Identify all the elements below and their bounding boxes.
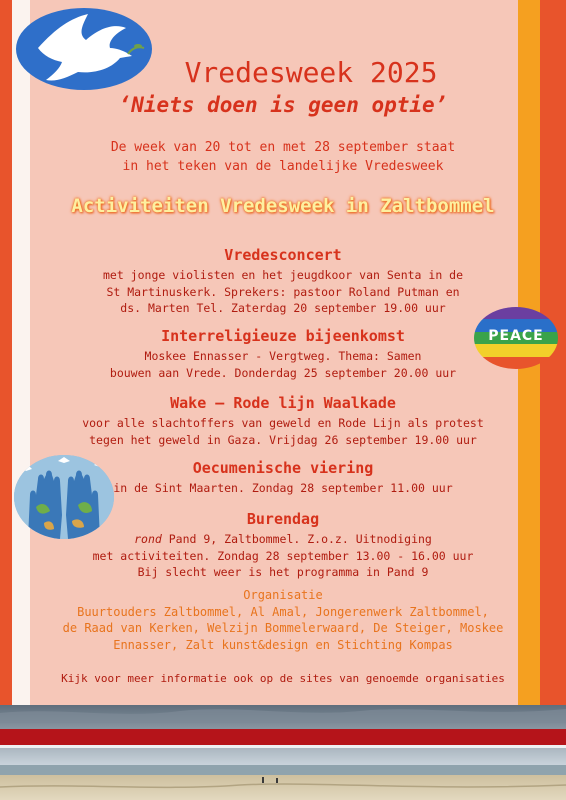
event-italic-word: rond [134,532,162,546]
footer-note: Kijk voor meer informatie ook op de sites van genoemde organisaties [61,672,505,685]
event-line: St Martinuskerk. Sprekers: pastoor Roland Putman en [106,284,460,299]
event-line [40,531,526,548]
event-title: Oecumenische viering [192,459,374,477]
event-title: Interreligieuze bijeenkomst [161,327,405,345]
beach-photo [0,705,566,800]
event-interreligieuze-bijeenkomst [40,326,526,381]
activities-heading: Activiteiten Vredesweek in Zaltbommel [71,195,495,217]
organisation-block [30,587,536,653]
painted-hands-icon [14,455,114,539]
intro-text [40,138,526,176]
event-line: met jonge violisten en het jeugdkoor van Senta in de [102,268,464,282]
event-line: in de Sint Maarten. Zondag 28 september 11.00 uur [113,481,453,495]
page-title: Vredesweek 2025 [184,56,438,89]
event-line: voor alle slachtoffers van geweld en Rode Lijn als protest [82,416,484,430]
event-wake [40,393,526,448]
event-line: ds. Marten Tel. Zaterdag 20 september 19.00 uur [120,301,446,315]
event-title: Wake – Rode lijn Waalkade [170,394,396,412]
event-line: Bij slecht weer is het programma in Pand 9 [137,565,429,579]
peace-label: PEACE [488,328,544,344]
organisation-line: Ennasser, Zalt kunst&design en Stichting Kompas [113,637,453,652]
peace-flag-icon [474,307,558,369]
intro-line: in het teken van de landelijke Vredesweek [122,159,444,174]
event-burendag [40,509,526,581]
intro-line: De week van 20 tot en met 28 september staat [110,140,456,155]
event-vredesconcert [40,245,526,317]
event-line-rest: Pand 9, Zaltbommel. Z.o.z. Uitnodiging [161,532,432,546]
event-line: tegen het geweld in Gaza. Vrijdag 26 september 19.00 uur [89,432,477,447]
event-line: Moskee Ennasser - Vergtweg. Thema: Samen [144,349,422,363]
page-subtitle: ‘Niets doen is geen optie’ [118,93,448,117]
event-line: bouwen aan Vrede. Donderdag 25 september 20.00 uur [109,365,457,380]
organisation-line: Buurtouders Zaltbommel, Al Amal, Jongerenwerk Zaltbommel, [77,604,489,619]
organisation-label: Organisatie [243,588,323,602]
event-title: Burendag [246,510,320,528]
event-line: met activiteiten. Zondag 28 september 13.00 - 16.00 uur [92,548,474,563]
organisation-line: de Raad van Kerken, Welzijn Bommelerwaard, De Steiger, Moskee [62,621,504,635]
event-title: Vredesconcert [224,246,342,264]
